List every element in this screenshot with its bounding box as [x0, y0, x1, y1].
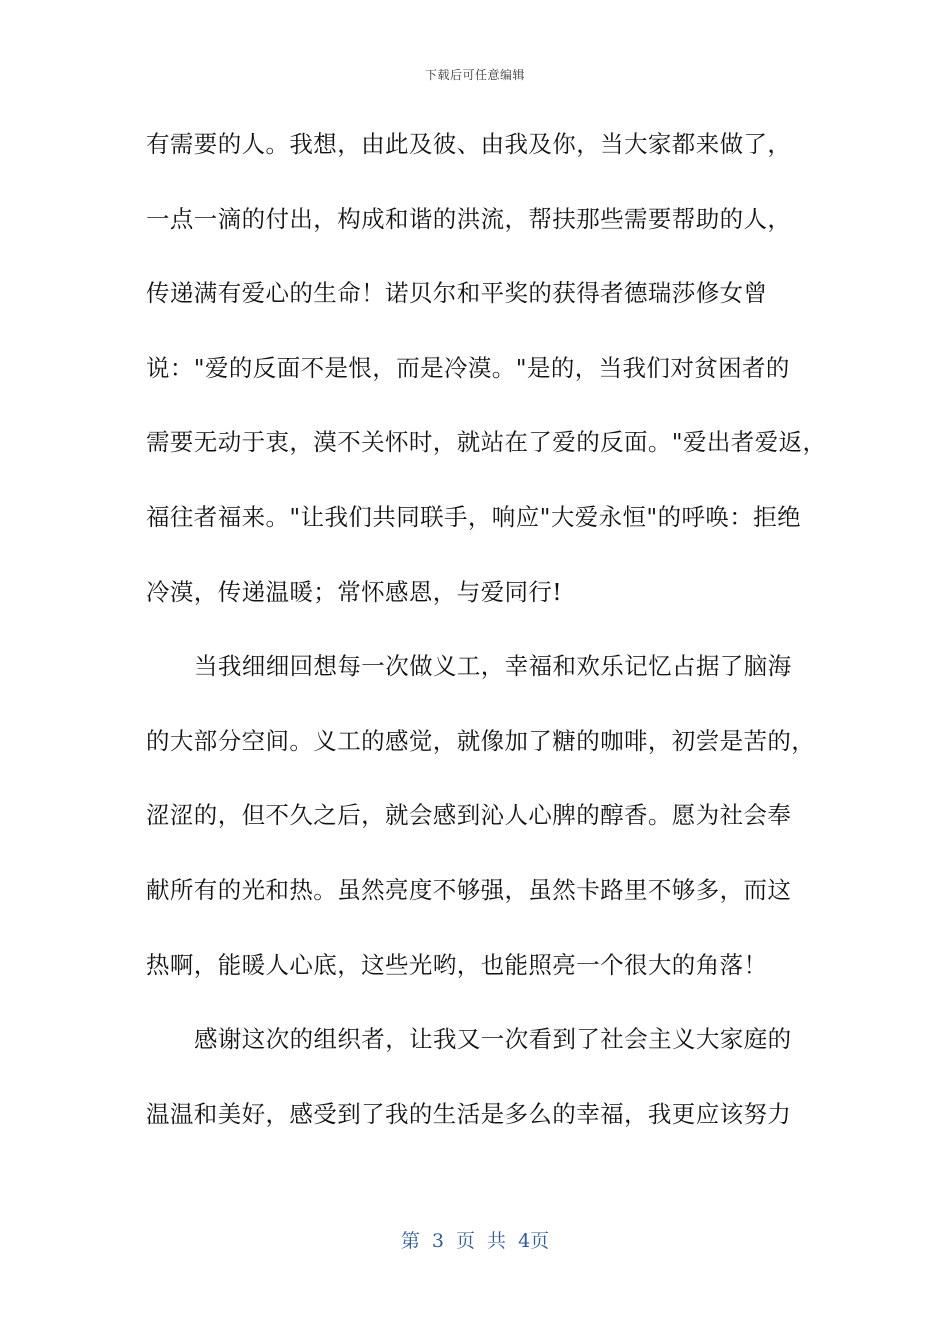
text-line: 热啊，能暖人心底，这些光哟，也能照亮一个很大的角落！ [146, 950, 768, 979]
text-line: 福往者福来。"让我们共同联手，响应"大爱永恒"的呼唤：拒绝 [146, 502, 802, 531]
text-line: 献所有的光和热。虽然亮度不够强，虽然卡路里不够多，而这 [146, 875, 792, 904]
text-line: 有需要的人。我想，由此及彼、由我及你，当大家都来做了， [146, 130, 792, 158]
text-line: 一点一滴的付出，构成和谐的洪流，帮扶那些需要帮助的人， [146, 204, 792, 233]
page-header: 下载后可任意编辑 [424, 68, 525, 82]
paragraph-start-line: 当我细细回想每一次做义工，幸福和欢乐记忆占据了脑海 [194, 652, 792, 681]
text-line: 温温和美好，感受到了我的生活是多么的幸福，我更应该努力 [146, 1099, 792, 1128]
document-body [146, 126, 826, 1170]
text-line: 的大部分空间。义工的感觉，就像加了糖的咖啡，初尝是苦的， [146, 726, 816, 755]
text-line: 冷漠，传递温暖；常怀感恩，与爱同行! [146, 577, 563, 606]
page-number-footer: 第 3 页 共 4页 [400, 1230, 550, 1252]
text-line: 需要无动于衷，漠不关怀时，就站在了爱的反面。"爱出者爱返， [146, 428, 827, 457]
paragraph-start-line: 感谢这次的组织者，让我又一次看到了社会主义大家庭的 [194, 1025, 792, 1054]
text-line: 涩涩的，但不久之后，就会感到沁人心脾的醇香。愿为社会奉 [146, 801, 792, 830]
text-line: 传递满有爱心的生命！诺贝尔和平奖的获得者德瑞莎修女曾 [146, 279, 768, 308]
text-line: 说："爱的反面不是恨，而是冷漠。"是的，当我们对贫困者的 [146, 353, 790, 382]
